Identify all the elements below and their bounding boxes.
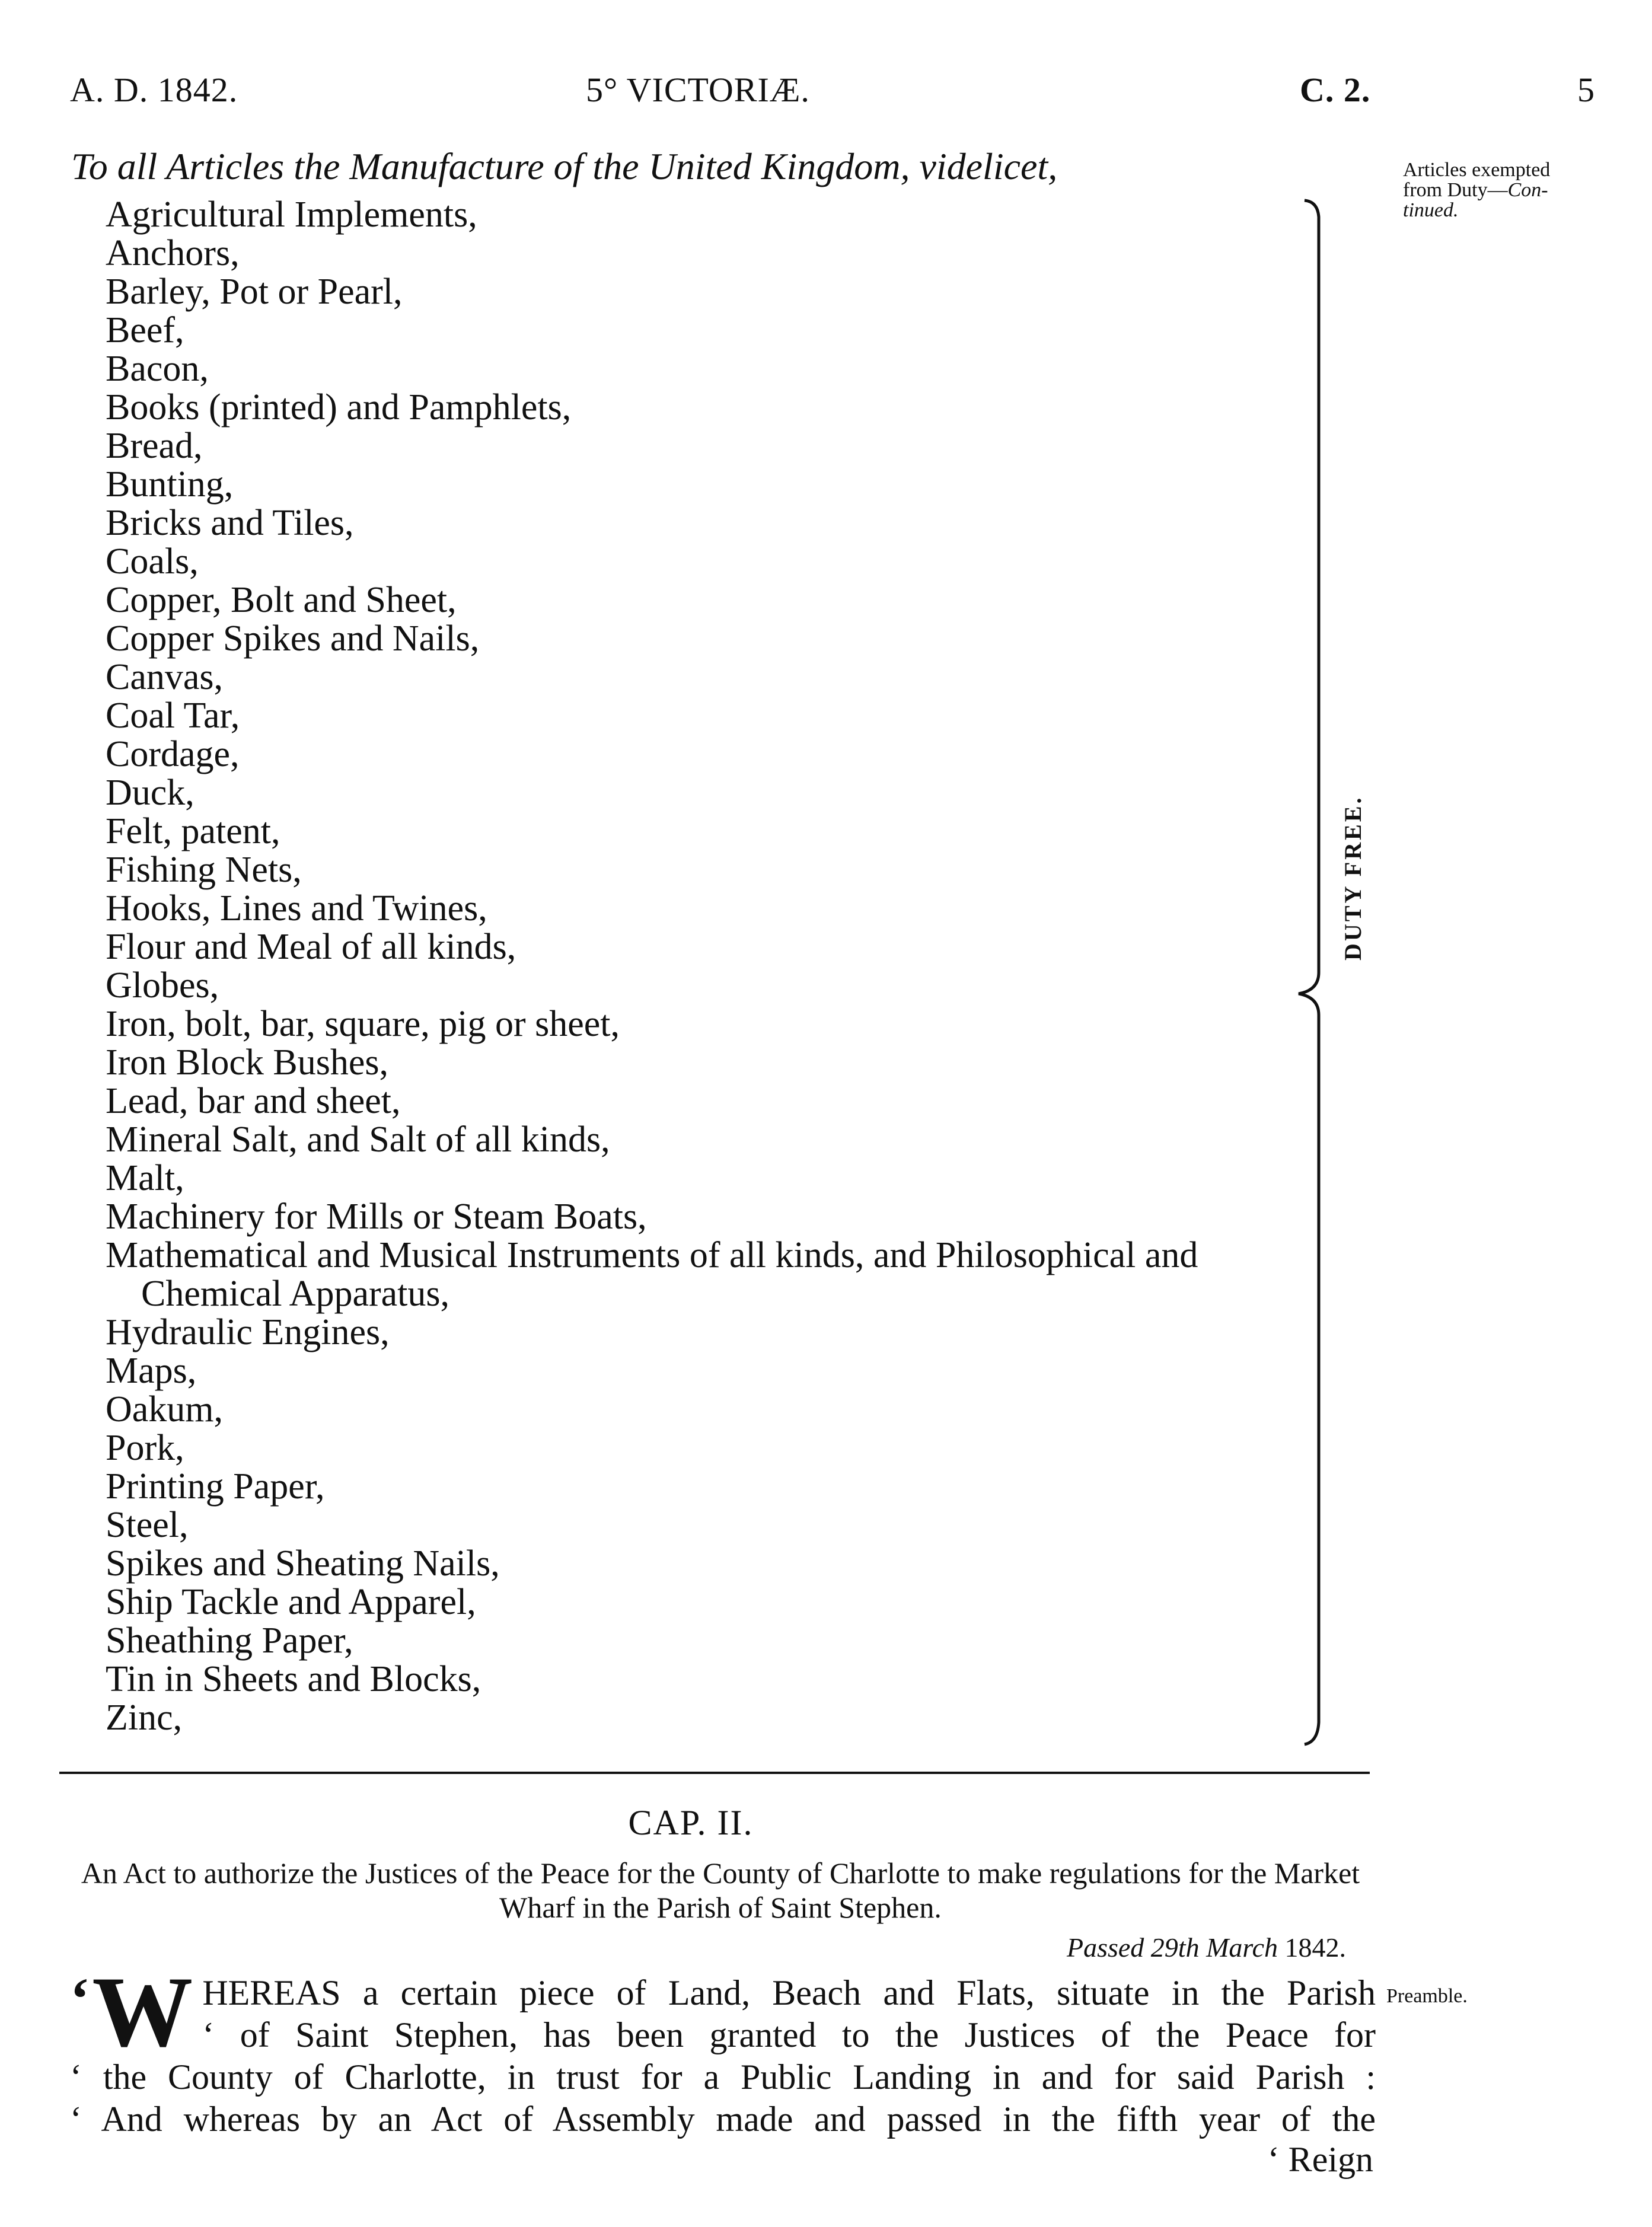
article-item: Mathematical and Musical Instruments of all kinds, and Philosophical and [106, 1235, 1198, 1275]
article-item: Cordage, [106, 734, 240, 774]
article-item: Spikes and Sheating Nails, [106, 1543, 500, 1584]
margin-note-line: tinued. [1403, 199, 1459, 221]
body-line: ‘ of Saint Stephen, has been granted to the Justices of the Peace for [202, 2015, 1376, 2054]
article-item: Canvas, [106, 657, 224, 697]
article-item: Bunting, [106, 464, 234, 505]
duty-free-label: DUTY FREE. [1340, 795, 1366, 961]
margin-note-preamble: Preamble. [1386, 1985, 1468, 2007]
chapter-heading: CAP. II. [628, 1803, 754, 1842]
catchword: ‘ Reign [1267, 2140, 1373, 2179]
intro-heading: To all Articles the Manufacture of the United Kingdom, videlicet, [71, 145, 1058, 187]
body-line: ‘ the County of Charlotte, in trust for a Public Landing in and for said Parish : [70, 2057, 1376, 2097]
article-item: Beef, [106, 310, 184, 350]
drop-cap: W [92, 1956, 193, 2068]
article-item: Sheathing Paper, [106, 1620, 353, 1661]
header-chapter: C. 2. [1300, 71, 1371, 109]
margin-note-line: Articles exempted [1403, 159, 1551, 181]
article-item: Barley, Pot or Pearl, [106, 272, 403, 312]
article-item: Anchors, [106, 233, 240, 273]
article-item: Globes, [106, 965, 219, 1006]
article-item: Printing Paper, [106, 1466, 325, 1507]
body-line: HEREAS a certain piece of Land, Beach and Flats, situate in the Parish [202, 1973, 1376, 2012]
article-item: Lead, bar and sheet, [106, 1081, 401, 1121]
article-item: Iron Block Bushes, [106, 1042, 389, 1083]
article-item: Copper Spikes and Nails, [106, 618, 480, 659]
article-item: Mineral Salt, and Salt of all kinds, [106, 1119, 610, 1160]
article-item: Coals, [106, 541, 199, 582]
article-item: Maps, [106, 1351, 197, 1391]
article-item: Agricultural Implements, [106, 194, 477, 235]
article-item: Bricks and Tiles, [106, 503, 354, 543]
article-item: Bacon, [106, 349, 209, 389]
article-item: Fishing Nets, [106, 850, 302, 890]
article-item: Ship Tackle and Apparel, [106, 1582, 476, 1622]
passed-date: Passed 29th March 1842. [1066, 1932, 1346, 1963]
article-item: Oakum, [106, 1389, 224, 1430]
article-item: Malt, [106, 1158, 184, 1198]
article-item: Copper, Bolt and Sheet, [106, 580, 457, 620]
margin-note-line: from Duty—Con- [1403, 179, 1548, 201]
article-item: Pork, [106, 1428, 184, 1468]
preamble-text [70, 1956, 1376, 2140]
opening-quote-mark: ‘ [70, 1966, 90, 2031]
article-item: Chemical Apparatus, [141, 1274, 449, 1314]
article-item: Duck, [106, 773, 194, 813]
header-date: A. D. 1842. [70, 71, 238, 109]
article-item: Books (printed) and Pamphlets, [106, 387, 572, 427]
article-item: Hydraulic Engines, [106, 1312, 390, 1352]
duty-free-brace [1293, 196, 1352, 1749]
article-item: Iron, bolt, bar, square, pig or sheet, [106, 1004, 620, 1044]
article-item: Steel, [106, 1505, 189, 1545]
page-number: 5 [1577, 71, 1595, 109]
article-item: Bread, [106, 426, 203, 466]
article-item: Coal Tar, [106, 695, 240, 736]
header-regnal-year: 5° VICTORIÆ. [586, 71, 810, 109]
exempt-articles-list [106, 196, 1198, 1737]
body-line: ‘ And whereas by an Act of Assembly made and passed in the fifth year of the [70, 2100, 1376, 2139]
article-item: Hooks, Lines and Twines, [106, 888, 487, 929]
act-title: An Act to authorize the Justices of the Peace for the County of Charlotte to make regulations for the Market Wharf in the Parish of Saint Stephen. [81, 1856, 1360, 1924]
margin-note-articles-exempted [1403, 160, 1581, 221]
section-divider [59, 1772, 1370, 1774]
article-item: Felt, patent, [106, 811, 280, 851]
article-item: Machinery for Mills or Steam Boats, [106, 1197, 647, 1237]
article-item: Flour and Meal of all kinds, [106, 927, 516, 967]
article-item: Zinc, [106, 1698, 183, 1738]
article-item: Tin in Sheets and Blocks, [106, 1659, 481, 1699]
